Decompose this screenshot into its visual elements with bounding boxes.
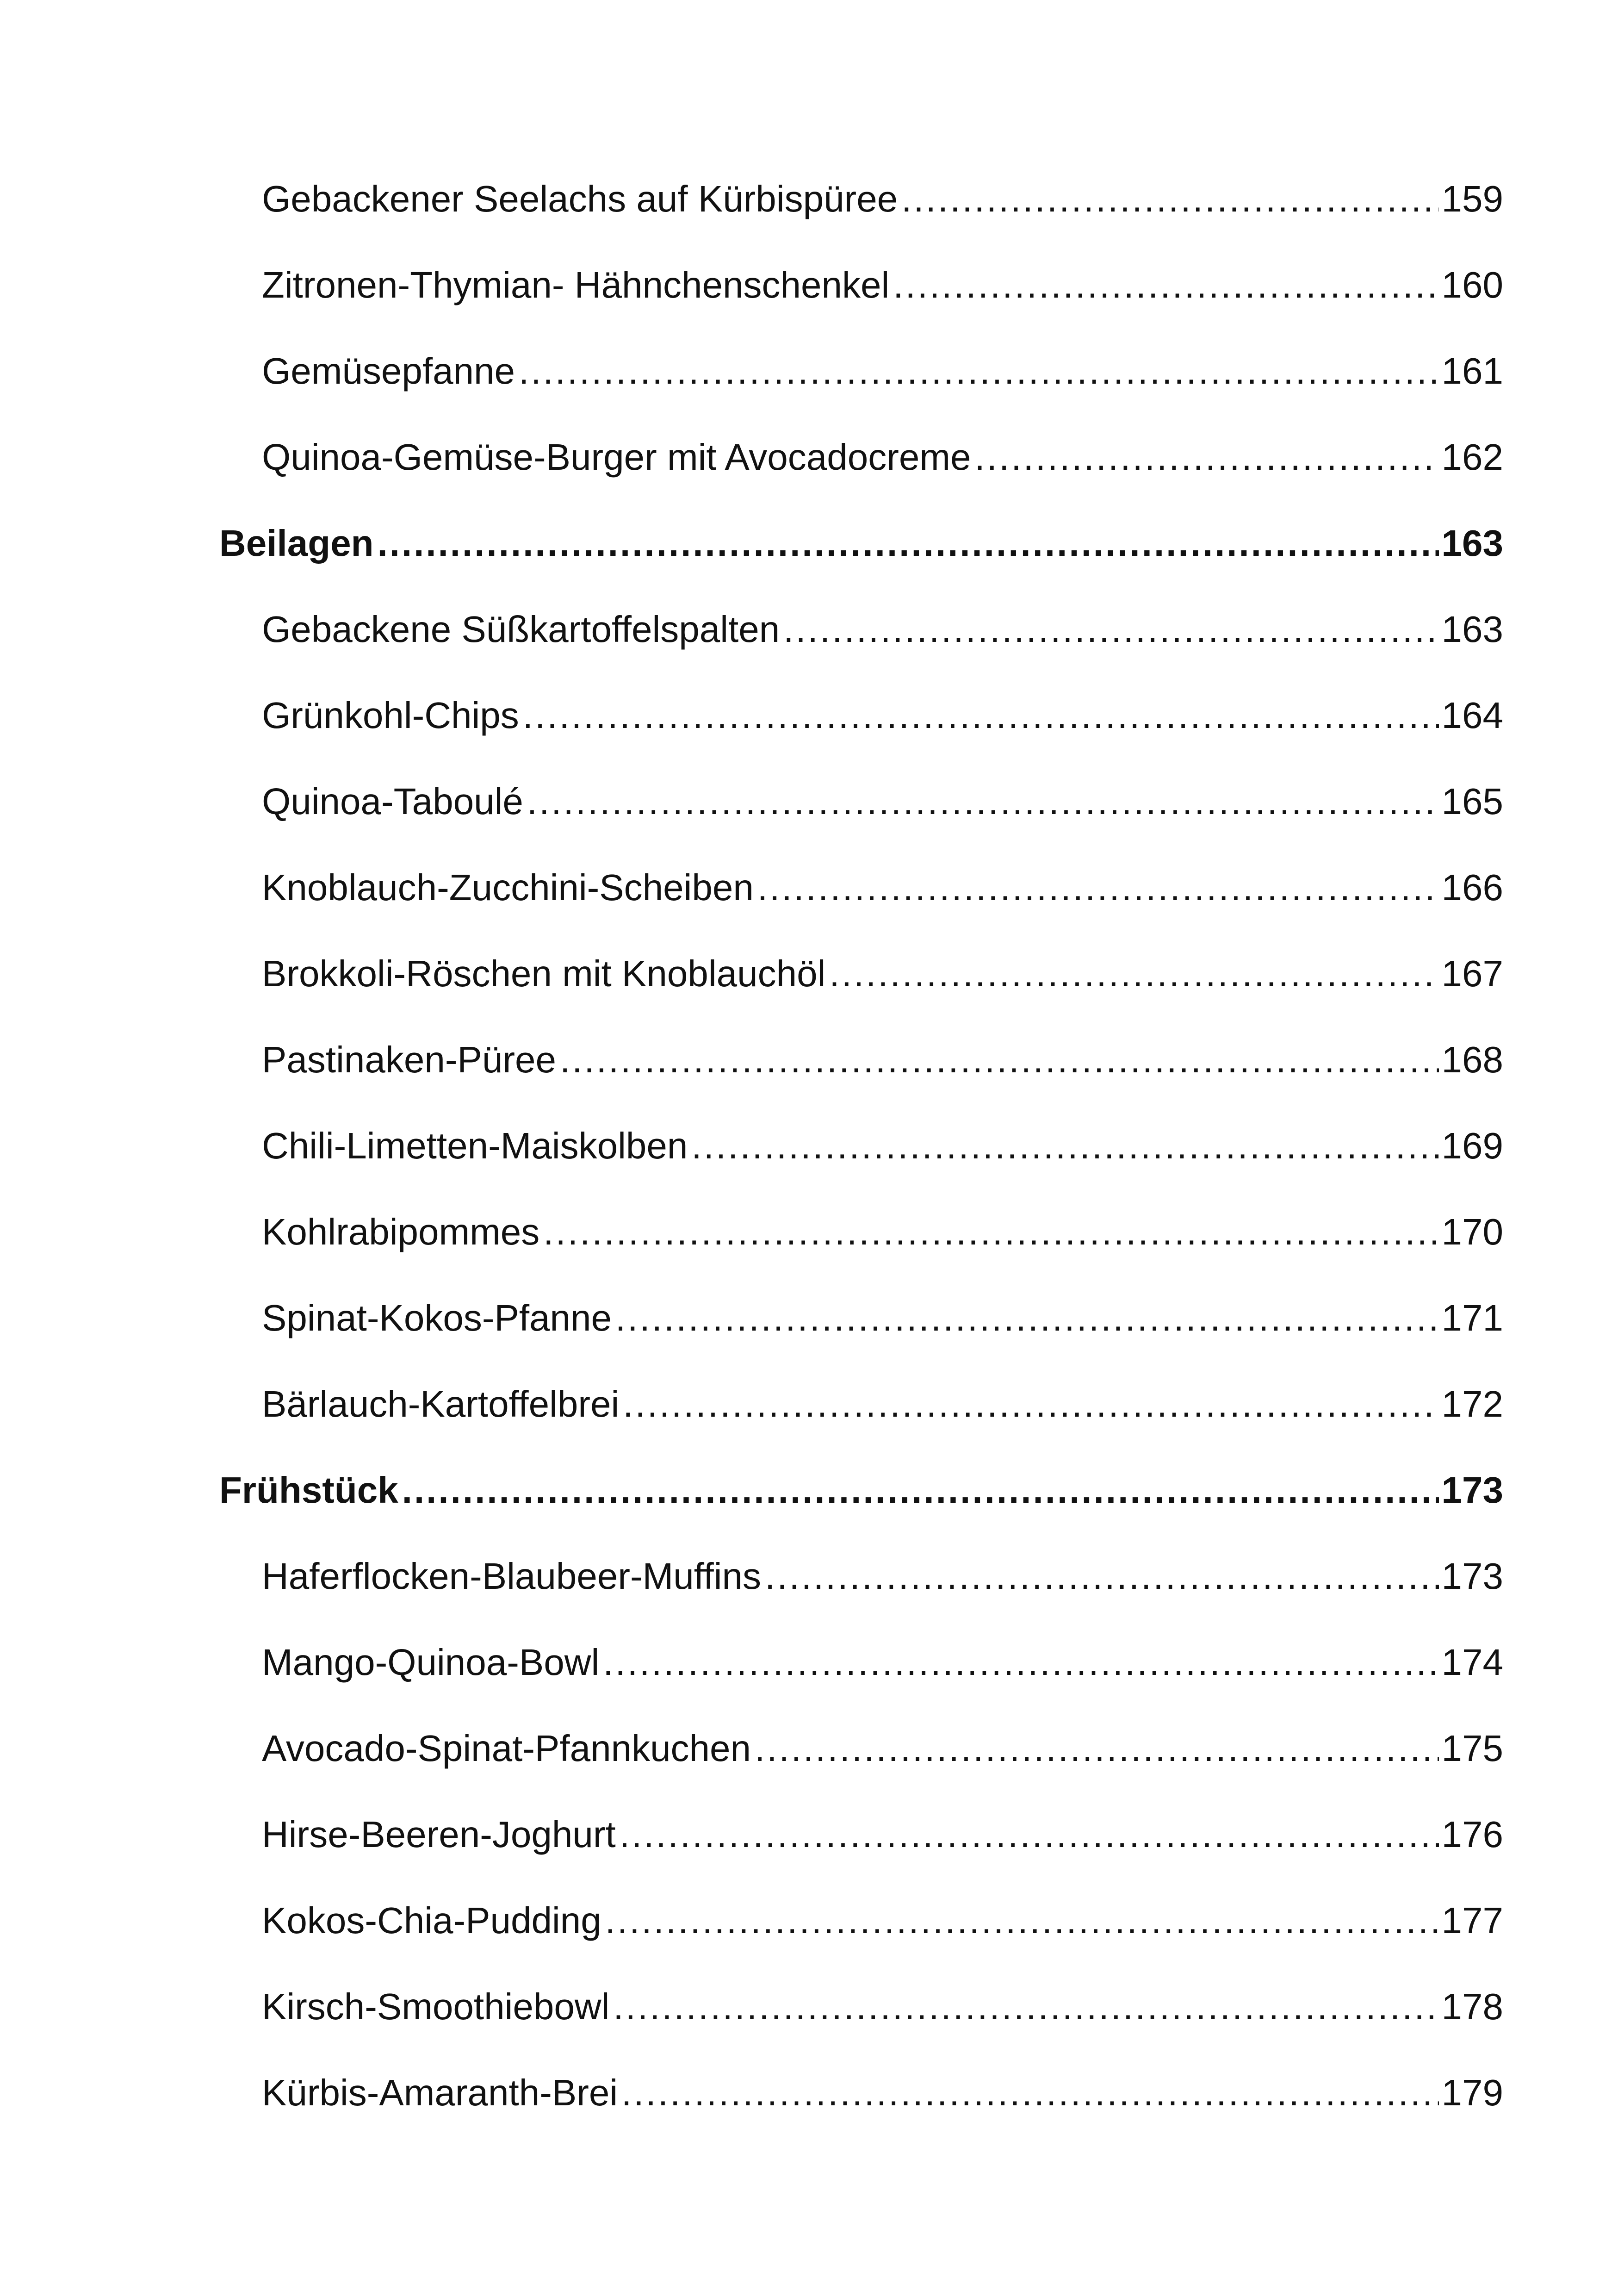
dot-leader bbox=[755, 1730, 1438, 1767]
toc-entry-page: 170 bbox=[1441, 1211, 1503, 1252]
toc-entry[interactable] bbox=[0, 320, 1503, 390]
toc-entry-page: 179 bbox=[1441, 2072, 1503, 2113]
toc-entry-title: Kohlrabipommes bbox=[262, 1211, 540, 1252]
toc-entry[interactable] bbox=[0, 406, 1503, 476]
toc-entry[interactable] bbox=[0, 837, 1503, 906]
toc-entry-page: 159 bbox=[1441, 178, 1503, 219]
toc-entry-title: Gebackene Süßkartoffelspalten bbox=[262, 609, 780, 650]
toc-entry[interactable] bbox=[0, 2042, 1503, 2111]
dot-leader bbox=[975, 439, 1439, 476]
toc-entry[interactable] bbox=[0, 1181, 1503, 1251]
toc-entry-title: Kokos-Chia-Pudding bbox=[262, 1900, 601, 1941]
toc-entry[interactable] bbox=[0, 751, 1503, 820]
toc-entry-page: 169 bbox=[1441, 1125, 1503, 1166]
toc-entry-page: 164 bbox=[1441, 695, 1503, 736]
toc-entry[interactable] bbox=[0, 923, 1503, 992]
toc-entry[interactable] bbox=[0, 1525, 1503, 1595]
toc-section-title: Frühstück bbox=[219, 1469, 398, 1511]
toc-entry[interactable] bbox=[0, 579, 1503, 648]
toc-entry-page: 171 bbox=[1441, 1297, 1503, 1338]
toc-section-heading[interactable] bbox=[0, 1439, 1503, 1509]
toc-entry[interactable] bbox=[0, 1956, 1503, 2025]
dot-leader bbox=[613, 1988, 1438, 2025]
toc-entry-page: 161 bbox=[1441, 350, 1503, 392]
toc-entry[interactable] bbox=[0, 665, 1503, 734]
toc-entry-title: Quinoa-Gemüse-Burger mit Avocadocreme bbox=[262, 436, 971, 478]
toc-section-title: Beilagen bbox=[219, 523, 374, 564]
toc-entry-title: Knoblauch-Zucchini-Scheiben bbox=[262, 867, 754, 908]
toc-entry-title: Chili-Limetten-Maiskolben bbox=[262, 1125, 688, 1166]
dot-leader bbox=[620, 1816, 1439, 1853]
dot-leader bbox=[402, 1472, 1439, 1509]
toc-section-heading[interactable] bbox=[0, 492, 1503, 562]
dot-leader bbox=[543, 1213, 1438, 1251]
toc-entry[interactable] bbox=[0, 1698, 1503, 1767]
toc-entry-title: Quinoa-Taboulé bbox=[262, 781, 523, 822]
dot-leader bbox=[757, 869, 1439, 906]
dot-leader bbox=[691, 1127, 1438, 1164]
toc-entry[interactable] bbox=[0, 148, 1503, 218]
toc-entry-title: Haferflocken-Blaubeer-Muffins bbox=[262, 1556, 762, 1597]
dot-leader bbox=[523, 697, 1439, 734]
toc-entry-page: 163 bbox=[1441, 609, 1503, 650]
dot-leader bbox=[527, 783, 1439, 820]
toc-entry-page: 173 bbox=[1441, 1556, 1503, 1597]
dot-leader bbox=[829, 955, 1438, 992]
dot-leader bbox=[893, 267, 1438, 304]
toc-entry[interactable] bbox=[0, 1267, 1503, 1337]
toc-entry-page: 176 bbox=[1441, 1814, 1503, 1855]
dot-leader bbox=[623, 1386, 1438, 1423]
dot-leader bbox=[765, 1558, 1438, 1595]
dot-leader bbox=[783, 611, 1438, 648]
toc-entry-title: Spinat-Kokos-Pfanne bbox=[262, 1297, 612, 1338]
dot-leader bbox=[377, 525, 1438, 562]
toc-entry[interactable] bbox=[0, 1009, 1503, 1078]
toc-entry-page: 165 bbox=[1441, 781, 1503, 822]
dot-leader bbox=[605, 1902, 1439, 1939]
toc-entry-page: 162 bbox=[1441, 436, 1503, 478]
toc-entry-page: 168 bbox=[1441, 1039, 1503, 1080]
toc-entry-title: Kirsch-Smoothiebowl bbox=[262, 1986, 610, 2027]
toc-entry-title: Gebackener Seelachs auf Kürbispüree bbox=[262, 178, 898, 219]
toc-entry-page: 166 bbox=[1441, 867, 1503, 908]
toc-entry[interactable] bbox=[0, 1612, 1503, 1681]
toc-entry-title: Hirse-Beeren-Joghurt bbox=[262, 1814, 616, 1855]
toc-section-page: 163 bbox=[1441, 523, 1503, 564]
dot-leader bbox=[621, 2074, 1438, 2111]
toc-entry-page: 167 bbox=[1441, 953, 1503, 994]
toc-entry-title: Avocado-Spinat-Pfannkuchen bbox=[262, 1728, 751, 1769]
dot-leader bbox=[560, 1041, 1439, 1078]
toc-entry-title: Gemüsepfanne bbox=[262, 350, 515, 392]
toc-entry-title: Mango-Quinoa-Bowl bbox=[262, 1642, 600, 1683]
toc-entry[interactable] bbox=[0, 1870, 1503, 1939]
toc-entry-title: Zitronen-Thymian- Hähnchenschenkel bbox=[262, 264, 890, 305]
toc-entry-page: 160 bbox=[1441, 264, 1503, 305]
dot-leader bbox=[603, 1644, 1438, 1681]
toc-entry[interactable] bbox=[0, 1353, 1503, 1423]
dot-leader bbox=[901, 180, 1438, 218]
toc-entry[interactable] bbox=[0, 1784, 1503, 1853]
toc-entry-page: 172 bbox=[1441, 1383, 1503, 1425]
toc-entry-page: 178 bbox=[1441, 1986, 1503, 2027]
toc-section-page: 173 bbox=[1441, 1469, 1503, 1511]
toc-entry-title: Brokkoli-Röschen mit Knoblauchöl bbox=[262, 953, 826, 994]
toc-entry[interactable] bbox=[0, 234, 1503, 304]
toc-entry-title: Grünkohl-Chips bbox=[262, 695, 519, 736]
toc-entry-title: Kürbis-Amaranth-Brei bbox=[262, 2072, 618, 2113]
toc-entry-page: 177 bbox=[1441, 1900, 1503, 1941]
toc-entry-title: Pastinaken-Püree bbox=[262, 1039, 556, 1080]
dot-leader bbox=[519, 353, 1438, 390]
toc-entry-page: 175 bbox=[1441, 1728, 1503, 1769]
toc-entry-title: Bärlauch-Kartoffelbrei bbox=[262, 1383, 620, 1425]
toc-entry[interactable] bbox=[0, 1095, 1503, 1164]
dot-leader bbox=[615, 1300, 1439, 1337]
toc-entry-page: 174 bbox=[1441, 1642, 1503, 1683]
